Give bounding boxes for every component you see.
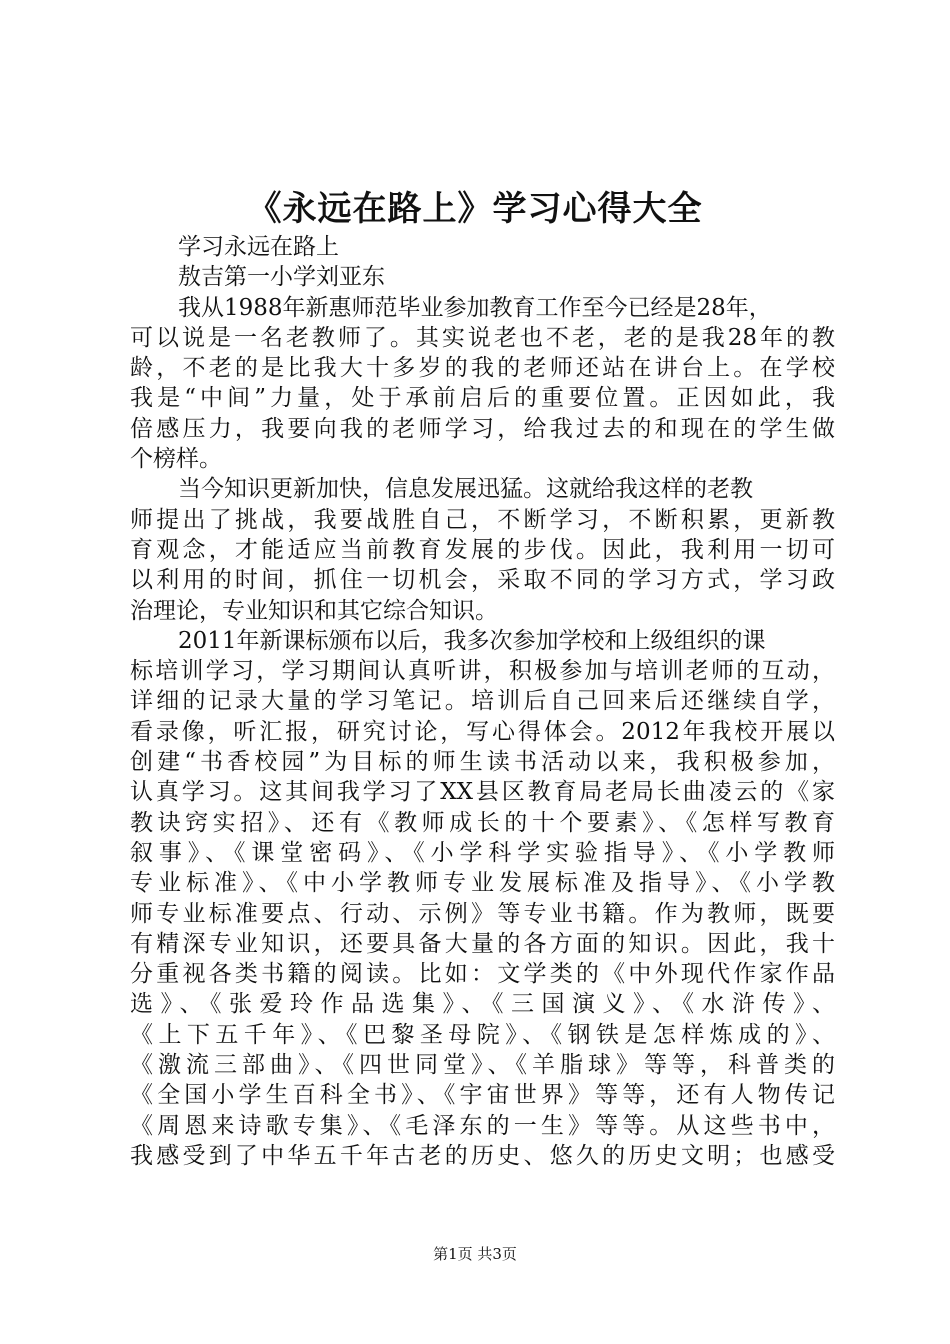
paragraph-1-line: 个榜样。 [130, 446, 222, 473]
paragraph-2-line: 以利用的时间，抓住一切机会，采取不同的学习方式，学习政 [130, 567, 835, 594]
paragraph-3-line: 分重视各类书籍的阅读。比如：文学类的《中外现代作家作品 [130, 961, 835, 988]
paragraph-3-line: 教诀窍实招》、还有《教师成长的十个要素》、《怎样写教育 [130, 809, 835, 836]
paragraph-1-line: 我是“中间”力量，处于承前启后的重要位置。正因如此，我 [130, 385, 835, 412]
page-footer [0, 1244, 950, 1264]
paragraph-3-line: 《周恩来诗歌专集》、《毛泽东的一生》等等。从这些书中， [130, 1112, 835, 1139]
document-body [130, 232, 835, 1171]
paragraph-2-line: 治理论，专业知识和其它综合知识。 [130, 597, 498, 624]
paragraph-3-line: 专业标准》、《中小学教师专业发展标准及指导》、《小学教 [130, 870, 835, 897]
paragraph-3-line: 叙事》、《课堂密码》、《小学科学实验指导》、《小学教师 [130, 839, 835, 866]
paragraph-1-line: 可以说是一名老教师了。其实说老也不老，老的是我28年的教 [130, 324, 835, 351]
paragraph-3-line: 师专业标准要点、行动、示例》等专业书籍。作为教师，既要 [130, 900, 835, 927]
paragraph-3-line: 看录像，听汇报，研究讨论，写心得体会。2012年我校开展以 [130, 718, 835, 745]
paragraph-2-line: 育观念，才能适应当前教育发展的步伐。因此，我利用一切可 [130, 536, 835, 563]
paragraph-3-line: 《上下五千年》、《巴黎圣母院》、《钢铁是怎样炼成的》、 [130, 1021, 835, 1048]
paragraph-1-line: 我从1988年新惠师范毕业参加教育工作至今已经是28年， [178, 294, 772, 321]
paragraph-3-line: 我感受到了中华五千年古老的历史、悠久的历史文明；也感受 [130, 1142, 835, 1169]
paragraph-1-line: 龄，不老的是比我大十多岁的我的老师还站在讲台上。在学校 [130, 355, 835, 382]
paragraph-3-line: 2011年新课标颁布以后，我多次参加学校和上级组织的课 [178, 627, 766, 654]
paragraph-3-line: 标培训学习，学习期间认真听讲，积极参加与培训老师的互动， [130, 658, 835, 685]
paragraph-3-line: 创建“书香校园”为目标的师生读书活动以来，我积极参加， [130, 749, 835, 776]
paragraph-3-line: 《激流三部曲》、《四世同堂》、《羊脂球》等等，科普类的 [130, 1052, 835, 1079]
author-line: 敖吉第一小学刘亚东 [178, 264, 385, 291]
paragraph-3-line: 《全国小学生百科全书》、《宇宙世界》等等，还有人物传记 [130, 1082, 835, 1109]
paragraph-3-line: 有精深专业知识，还要具备大量的各方面的知识。因此，我十 [130, 930, 835, 957]
paragraph-3-line: 认真学习。这其间我学习了XX县区教育局老局长曲凌云的《家 [130, 779, 835, 806]
paragraph-1-line: 倍感压力，我要向我的老师学习，给我过去的和现在的学生做 [130, 415, 835, 442]
paragraph-2-line: 师提出了挑战，我要战胜自己，不断学习，不断积累，更新教 [130, 506, 835, 533]
page-number: 第1页 共3页 [433, 1245, 517, 1263]
subtitle-line: 学习永远在路上 [178, 234, 339, 260]
paragraph-2-line: 当今知识更新加快，信息发展迅猛。这就给我这样的老教 [178, 476, 753, 503]
document-title: 《永远在路上》学习心得大全 [247, 189, 703, 229]
paragraph-3-line: 详细的记录大量的学习笔记。培训后自己回来后还继续自学， [130, 688, 835, 715]
paragraph-3-line: 选》、《张爱玲作品选集》、《三国演义》、《水浒传》、 [130, 991, 835, 1018]
